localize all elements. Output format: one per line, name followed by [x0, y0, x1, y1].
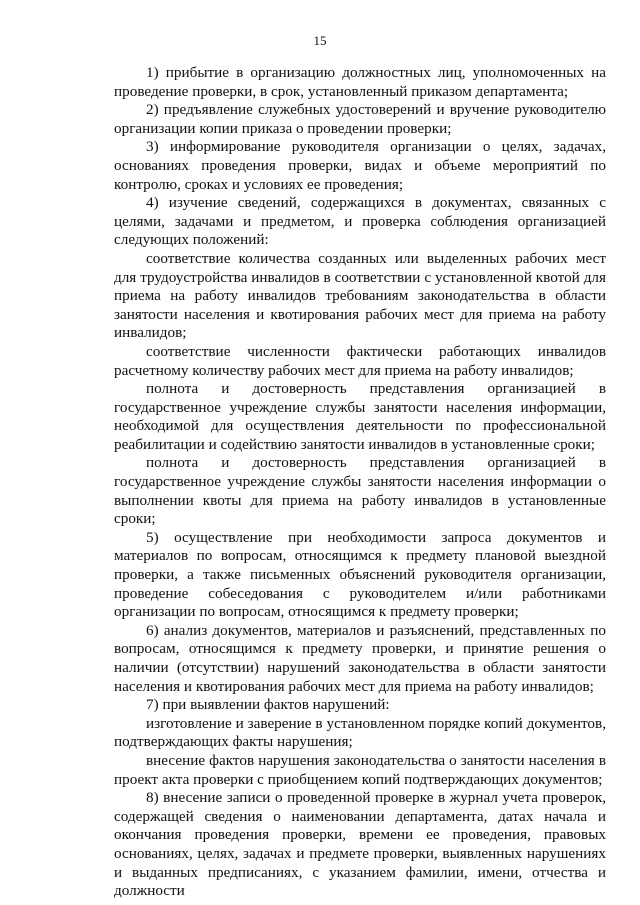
- paragraph: 1) прибытие в организацию должностных лиц, уполномоченных на проведение проверки, в срок, установленный приказом департамента;: [114, 64, 606, 100]
- paragraph: 8) внесение записи о проведенной проверке в журнал учета проверок, содержащей сведения о наименовании департамента, датах начала и окончания проведения проверки, времени ее проведения, правовых основаниях, целях, задачах и предмете проверки, выявленных нарушениях и выданных предписаниях, с указанием фамилии, имени, отчества и должности: [114, 789, 606, 900]
- paragraph: 5) осуществление при необходимости запроса документов и материалов по вопросам, относящимся к предмету плановой выездной проверки, а также письменных объяснений руководителя организации, проведение собеседования с руководителем и/или работниками организации по вопросам, относящимся к предмету проверки;: [114, 528, 606, 621]
- paragraph: соответствие количества созданных или выделенных рабочих мест для трудоустройства инвалидов в соответствии с установленной квотой для приема на работу инвалидов требованиям законодательства в области занятости населения и квотирования рабочих мест для приема на работу инвалидов;: [114, 249, 606, 342]
- paragraph: 4) изучение сведений, содержащихся в документах, связанных с целями, задачами и предметом, и проверка соблюдения организацией следующих положений:: [114, 194, 606, 249]
- paragraph: 6) анализ документов, материалов и разъяснений, представленных по вопросам, относящимся к предмету проверки, и принятие решения о наличии (отсутствии) нарушений законодательства в области занятости населения и квотирования рабочих мест для приема на работу инвалидов;: [114, 621, 606, 695]
- paragraph: соответствие численности фактически работающих инвалидов расчетному количеству рабочих мест для приема на работу инвалидов;: [114, 342, 606, 379]
- paragraph: полнота и достоверность представления организацией в государственное учреждение службы занятости населения информации о выполнении квоты для приема на работу инвалидов в установленные сроки;: [114, 454, 606, 528]
- paragraph: полнота и достоверность представления организацией в государственное учреждение службы занятости населения информации, необходимой для осуществления деятельности по профессиональной реабилитации и содействию занятости инвалидов в установленные сроки;: [114, 380, 606, 453]
- page-number: 15: [313, 33, 327, 48]
- paragraph: внесение фактов нарушения законодательства о занятости населения в проект акта проверки с приобщением копий подтверждающих документов;: [114, 751, 606, 788]
- paragraph: изготовление и заверение в установленном порядке копий документов, подтверждающих факты нарушения;: [114, 714, 606, 751]
- paragraph: 7) при выявлении фактов нарушений:: [146, 696, 390, 714]
- paragraph: 2) предъявление служебных удостоверений и вручение руководителю организации копии приказа о проведении проверки;: [114, 101, 606, 137]
- body-text: [114, 64, 606, 901]
- paragraph: 3) информирование руководителя организации о целях, задачах, основаниях проведения проверки, видах и объеме мероприятий по контролю, сроках и условиях ее проведения;: [114, 138, 606, 193]
